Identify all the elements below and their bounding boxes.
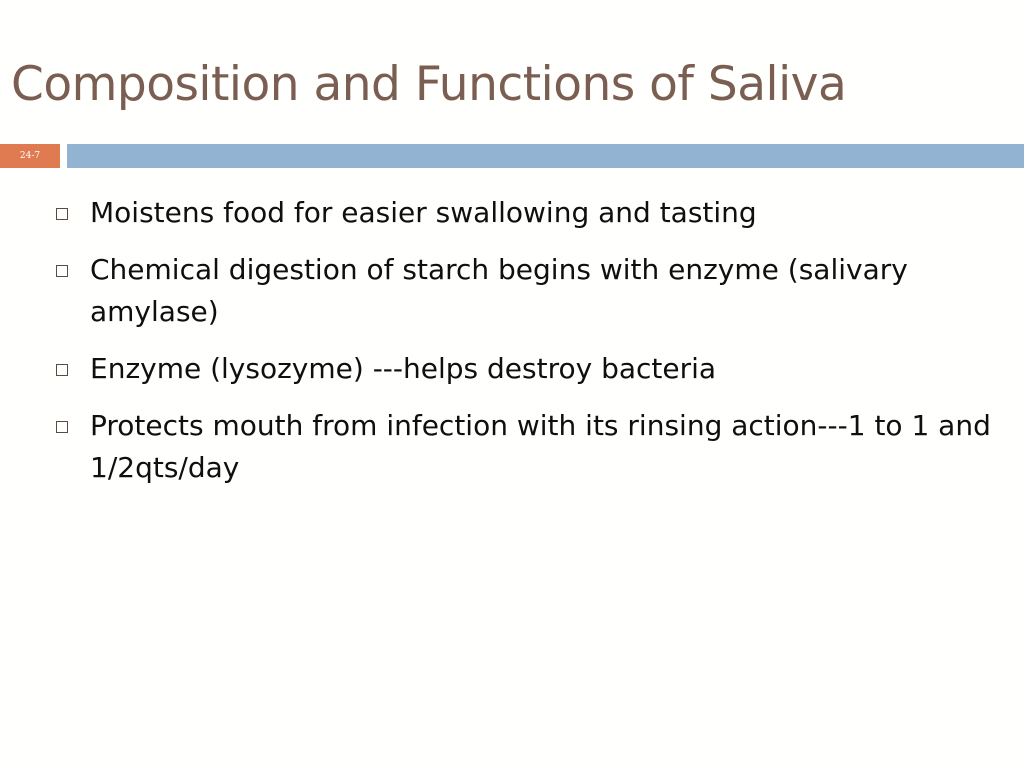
bullet-list (52, 192, 1002, 504)
slide-number: 24-7 (19, 151, 41, 161)
bullet-item (52, 405, 1002, 489)
bullet-item (52, 192, 1002, 234)
accent-bar (67, 144, 1024, 168)
slide-title: Composition and Functions of Saliva (11, 57, 847, 112)
bullet-text: Protects mouth from infection with its rinsing action---1 to 1 and 1/2qts/day (90, 409, 991, 484)
bullet-text: Enzyme (lysozyme) ---helps destroy bacteria (90, 352, 717, 385)
hollow-square-icon (56, 208, 68, 220)
bullet-item (52, 249, 1002, 333)
hollow-square-icon (56, 421, 68, 433)
bullet-text: Chemical digestion of starch begins with enzyme (salivary amylase) (90, 253, 908, 328)
hollow-square-icon (56, 265, 68, 277)
bullet-item (52, 348, 1002, 390)
hollow-square-icon (56, 364, 68, 376)
bullet-text: Moistens food for easier swallowing and tasting (90, 196, 757, 229)
